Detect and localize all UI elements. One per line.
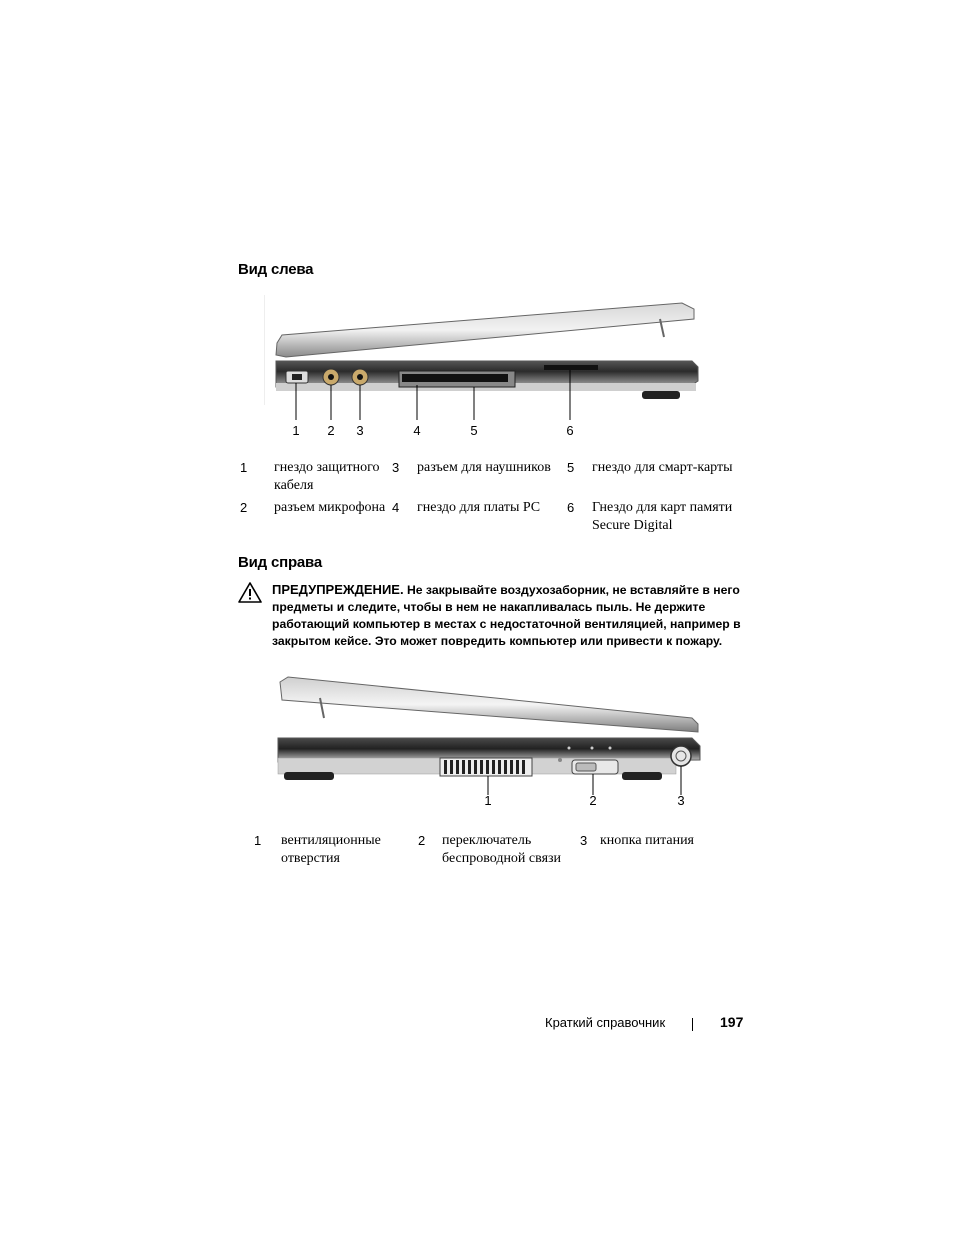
warning-triangle-icon (238, 582, 262, 603)
legend-number: 5 (567, 460, 575, 475)
laptop-right-side-image (272, 672, 708, 797)
legend-text: разъем микрофона (274, 500, 386, 515)
legend-number: 3 (580, 833, 588, 848)
callout-number: 2 (327, 423, 335, 438)
legend-text: переключатель беспроводной связи (442, 833, 562, 866)
laptop-left-side-image (262, 295, 702, 420)
footer-title: Краткий справочник (545, 1015, 666, 1030)
legend-text: гнездо защитного кабеля (274, 460, 380, 493)
page-number: 197 (720, 1014, 744, 1030)
callout-number: 2 (589, 793, 597, 808)
footer-separator (692, 1018, 693, 1031)
legend-text: разъем для наушников (417, 460, 551, 475)
legend-number: 4 (392, 500, 400, 515)
callout-number: 3 (356, 423, 364, 438)
legend-row (240, 459, 740, 495)
warning-text-block (272, 581, 742, 650)
legend-number: 2 (418, 833, 426, 848)
legend-row (240, 499, 740, 535)
legend-number: 1 (240, 460, 248, 475)
legend-row (254, 832, 714, 868)
legend-text: Гнездо для карт памяти Secure Digital (592, 500, 733, 533)
callout-number: 5 (470, 423, 478, 438)
legend-number: 1 (254, 833, 262, 848)
legend-text: гнездо для смарт-карты (592, 460, 733, 475)
callout-number: 1 (484, 793, 492, 808)
callout-number: 4 (413, 423, 421, 438)
legend-text: гнездо для платы PC (417, 500, 541, 515)
section-heading-left-view: Вид слева (238, 261, 314, 278)
warning-message: Не закрывайте воздухозаборник, не вставляйте в него предметы и следите, чтобы в нем не накапливалась пыль. Не держите работающий компьютер в местах с недостаточной вентиляцией, например в закрытом кейсе. Это может повредить компьютер или привести к пожару. (272, 583, 741, 648)
right-view-legend-table (254, 832, 714, 868)
left-view-legend-table (240, 459, 740, 535)
callout-number: 1 (292, 423, 300, 438)
legend-number: 3 (392, 460, 400, 475)
legend-text: кнопка питания (600, 833, 695, 848)
callout-number: 3 (677, 793, 685, 808)
legend-number: 2 (240, 500, 248, 515)
callout-number: 6 (566, 423, 574, 438)
warning-label: ПРЕДУПРЕЖДЕНИЕ. (272, 582, 404, 597)
legend-number: 6 (567, 500, 575, 515)
legend-text: вентиляционные отверстия (281, 833, 381, 866)
section-heading-right-view: Вид справа (238, 554, 323, 571)
